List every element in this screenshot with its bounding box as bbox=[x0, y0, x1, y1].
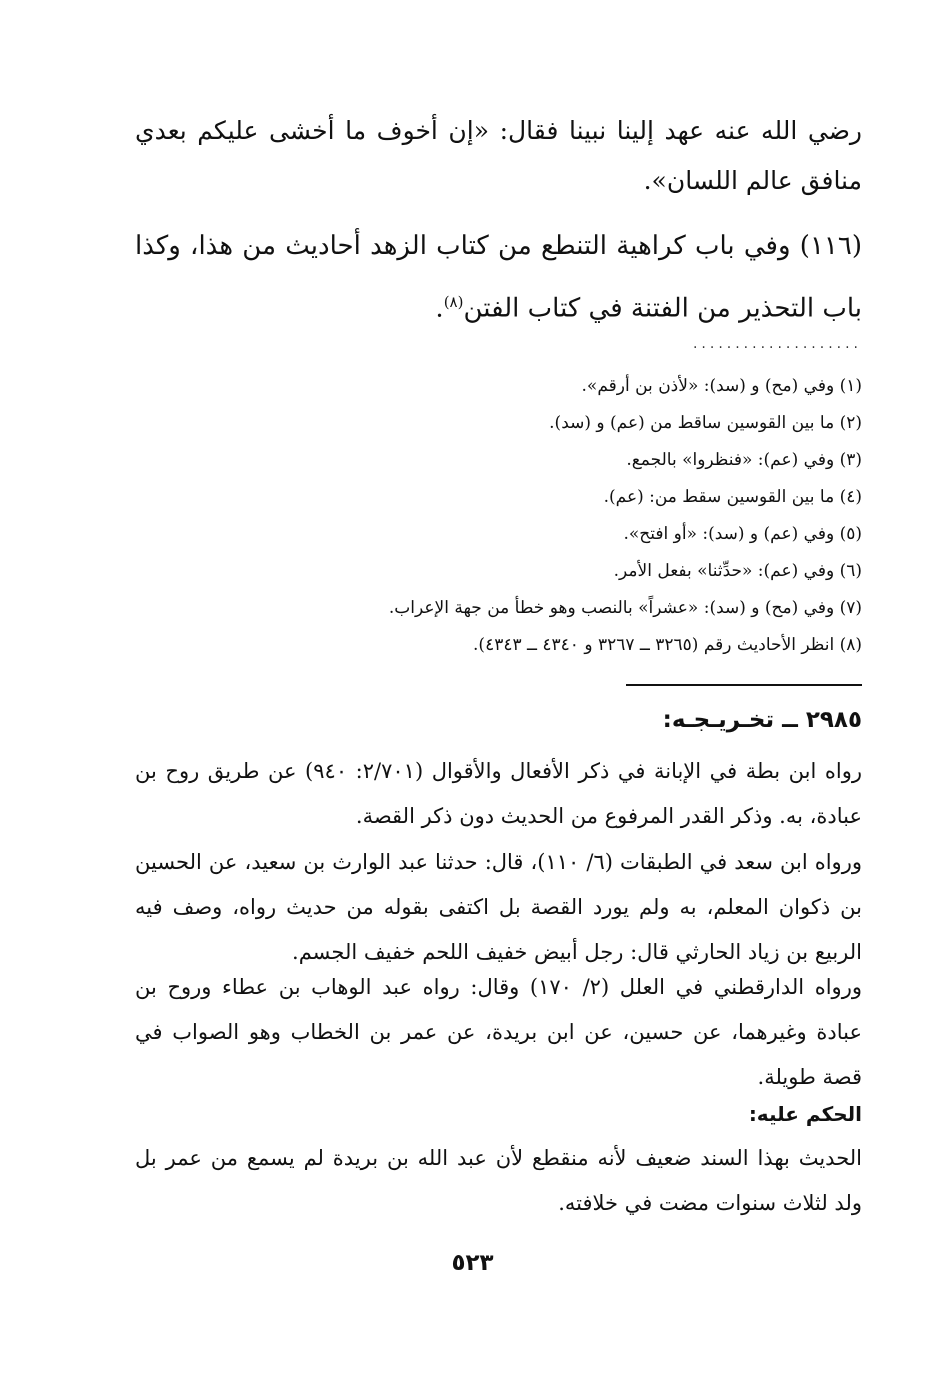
footnote-5: (٥) وفي (عم) و (سد): «أو افتح». bbox=[623, 524, 862, 544]
takhrij-paragraph-2: ورواه ابن سعد في الطبقات (٦/ ١١٠)، قال: حدثنا عبد الوارث بن سعيد، عن الحسين بن ذكوان المعلم، به ولم يورد القصة بل اكتفى بقوله من حديث رواه، وصف فيه الربيع بن زياد الحارثي قال: رجل أبيض خفيف اللحم خفيف الجسم. bbox=[135, 850, 862, 964]
footnote-6: (٦) وفي (عم): «حدِّثنا» بفعل الأمر. bbox=[613, 561, 862, 581]
ruling-paragraph: الحديث بهذا السند ضعيف لأنه منقطع لأن عبد الله بن بريدة لم يسمع من عمر بل ولد لثلاث سنوات مضت في خلافته. bbox=[135, 1146, 862, 1215]
page-number: ٥٢٣ bbox=[451, 1250, 494, 1276]
main-paragraph-1: رضي الله عنه عهد إلينا نبينا فقال: «إن أخوف ما أخشى عليكم بعدي منافق عالم اللسان». bbox=[135, 116, 862, 195]
takhrij-heading: ٢٩٨٥ ــ تخـريـجـه: bbox=[662, 707, 862, 733]
ruling-heading: الحكم عليه: bbox=[748, 1102, 862, 1126]
footnote-1: (١) وفي (مح) و (سد): «لأذن بن أرقم». bbox=[581, 376, 862, 396]
main-paragraph-2 bbox=[135, 218, 862, 337]
main-paragraph-2-body: (١١٦) وفي باب كراهية التنطع من كتاب الزهد أحاديث من هذا، وكذا باب التحذير من الفتنة في كتاب الفتن bbox=[135, 231, 862, 324]
section-divider bbox=[626, 684, 862, 686]
takhrij-paragraph-3: ورواه الدارقطني في العلل (٢/ ١٧٠) وقال: رواه عبد الوهاب بن عطاء وروح بن عبادة وغيرهما، عن حسين، عن ابن بريدة، عن عمر بن الخطاب وهو الصواب في قصة طويلة. bbox=[135, 975, 862, 1089]
footnote-8: (٨) انظر الأحاديث رقم (٣٢٦٥ ــ ٣٢٦٧ و ٤٣٤٠ ــ ٤٣٤٣). bbox=[473, 635, 862, 655]
footnote-marker-8: (٨) bbox=[443, 293, 464, 311]
footnote-3: (٣) وفي (عم): «فنظروا» بالجمع. bbox=[626, 450, 862, 470]
footnotes-list bbox=[300, 368, 862, 664]
footnote-7: (٧) وفي (مح) و (سد): «عشراً» بالنصب وهو خطأ من جهة الإعراب. bbox=[388, 598, 862, 618]
takhrij-paragraph-1: رواه ابن بطة في الإبانة في ذكر الأفعال والأقوال (٢/٧٠١: ٩٤٠) عن طريق روح بن عبادة، به. وذكر القدر المرفوع من الحديث دون ذكر القصة. bbox=[135, 759, 862, 828]
main-paragraph-2-end: . bbox=[435, 293, 444, 324]
footnote-2: (٢) ما بين القوسين ساقط من (عم) و (سد). bbox=[549, 413, 862, 433]
footnote-4: (٤) ما بين القوسين سقط من: (عم). bbox=[603, 487, 862, 507]
footnote-separator-dots: .................... bbox=[692, 336, 862, 352]
